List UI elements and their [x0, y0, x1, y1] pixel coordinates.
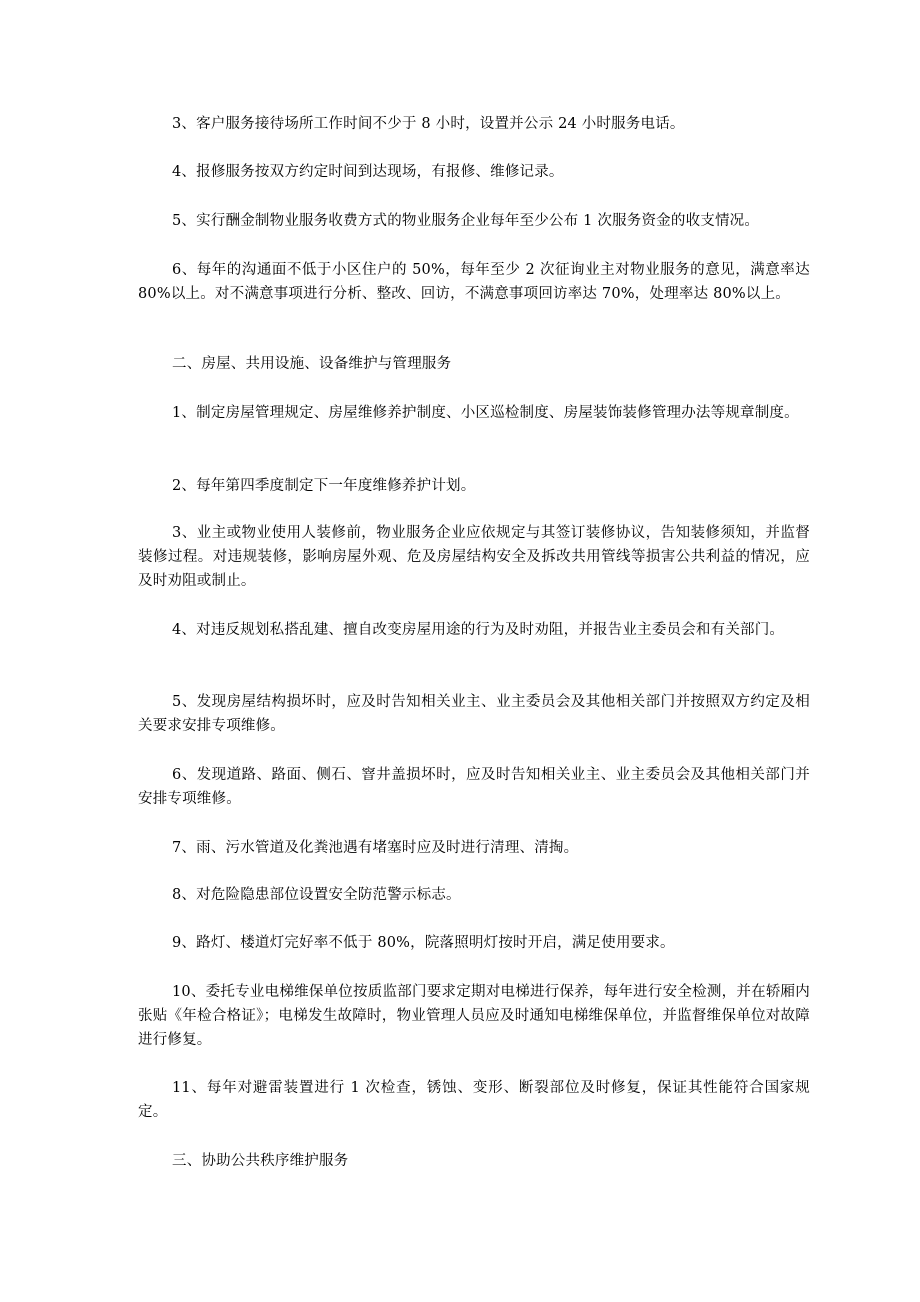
paragraph-item-3-service-hours: 3、客户服务接待场所工作时间不少于 8 小时，设置并公示 24 小时服务电话。	[172, 116, 685, 132]
section-heading-2: 二、房屋、共用设施、设备维护与管理服务	[172, 356, 452, 372]
paragraph-item-7-pipe-cleaning: 7、雨、污水管道及化粪池遇有堵塞时应及时进行清理、清掏。	[172, 840, 579, 856]
paragraph-item-2-maintenance-plan: 2、每年第四季度制定下一年度维修养护计划。	[172, 478, 476, 494]
paragraph-item-10-elevator: 10、委托专业电梯维保单位按质监部门要求定期对电梯进行保养，每年进行安全检测，并在轿厢内张贴《年检合格证》；电梯发生故障时，物业管理人员应及时通知电梯维保单位，并监督维保单位对故障进行修复。	[138, 984, 810, 1048]
paragraph-item-6-road-damage: 6、发现道路、路面、侧石、窨井盖损坏时，应及时告知相关业主、业主委员会及其他相关部门并安排专项维修。	[138, 767, 810, 807]
paragraph-item-3-renovation: 3、业主或物业使用人装修前，物业服务企业应依规定与其签订装修协议，告知装修须知，并监督装修过程。对违规装修，影响房屋外观、危及房屋结构安全及拆改共用管线等损害公共利益的情况，应及时劝阻或制止。	[138, 525, 810, 589]
paragraph-item-1-regulations: 1、制定房屋管理规定、房屋维修养护制度、小区巡检制度、房屋装饰装修管理办法等规章制度。	[172, 405, 799, 421]
paragraph-item-5-structural-damage: 5、发现房屋结构损坏时，应及时告知相关业主、业主委员会及其他相关部门并按照双方约定及相关要求安排专项维修。	[138, 694, 810, 734]
paragraph-item-4-illegal-construction: 4、对违反规划私搭乱建、擅自改变房屋用途的行为及时劝阻，并报告业主委员会和有关部门。	[172, 622, 785, 638]
paragraph-item-8-warning-signs: 8、对危险隐患部位设置安全防范警示标志。	[172, 887, 461, 903]
paragraph-item-9-lighting: 9、路灯、楼道灯完好率不低于 80%，院落照明灯按时开启，满足使用要求。	[172, 935, 675, 951]
paragraph-item-6-communication: 6、每年的沟通面不低于小区住户的 50%，每年至少 2 次征询业主对物业服务的意见，满意率达 80%以上。对不满意事项进行分析、整改、回访，不满意事项回访率达 70%，处理率达 80%以上。	[138, 262, 810, 302]
section-heading-3: 三、协助公共秩序维护服务	[172, 1153, 349, 1169]
paragraph-item-4-repair-service: 4、报修服务按双方约定时间到达现场，有报修、维修记录。	[172, 164, 564, 180]
paragraph-item-11-lightning-protection: 11、每年对避雷装置进行 1 次检查，锈蚀、变形、断裂部位及时修复，保证其性能符合国家规定。	[138, 1080, 810, 1120]
paragraph-item-5-fund-disclosure: 5、实行酬金制物业服务收费方式的物业服务企业每年至少公布 1 次服务资金的收支情况。	[172, 213, 760, 229]
